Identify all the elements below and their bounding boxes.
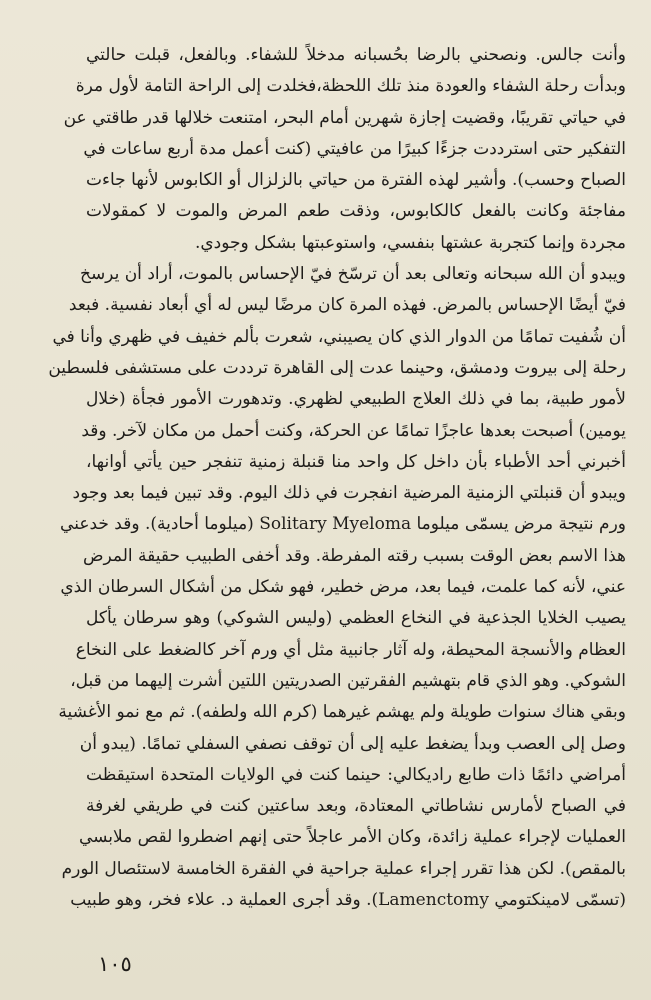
text-line: وبقي هناك سنوات طويلة ولم يهشم غيرهما (كرم الله ولطفه). ثم مع نمو الأغشية	[58, 702, 626, 723]
page-number: ١٠٥	[98, 952, 132, 976]
text-line: العظام والأنسجة المحيطة، وله آثار جانبية مثل أي ورم آخر كالضغط على النخاع	[75, 639, 626, 660]
text-line: ويبدو أن قنبلتي الزمنية المرضية انفجرت في ذلك اليوم. وقد تبين فيما بعد وجود	[72, 483, 626, 504]
text-line: يصيب الخلايا الجذعية في النخاع العظمي (وليس الشوكي) وهو سرطان يأكل	[86, 608, 626, 629]
text-line: العمليات لإجراء عملية زائدة، وكان الأمر عاجلاً حتى إنهم اضطروا لقص ملابسي	[78, 827, 626, 848]
text-line: (تسمّى لامينكتومي Lamenctomy). وقد أجرى العملية د. علاء فخر، وهو طبيب	[70, 890, 626, 911]
text-line: في حياتي تقريبًا، وقضيت إجازة شهرين أمام البحر، امتنعت خلالها قدر طاقتي عن	[63, 107, 626, 128]
text-line: أخبرني أحد الأطباء بأن داخل كل واحد منا قنبلة زمنية تنفجر حين يأتي أوانها،	[86, 451, 626, 472]
text-line: وصل إلى العصب وبدأ يضغط عليه إلى أن توقف نصفي السفلي تمامًا. (يبدو أن	[79, 733, 626, 754]
text-line: أن شُفيت تمامًا من الدوار الذي كان يصيبني، شعرت بألم خفيف في ظهري وأنا في	[52, 326, 626, 347]
text-line: بالمقص). لكن هذا تقرر إجراء عملية جراحية في الفقرة الخامسة لاستئصال الورم	[61, 858, 626, 879]
text-line: فيّ أيضًا الإحساس بالمرض. فهذه المرة كان مرضًا ليس له أي أبعاد نفسية. فبعد	[68, 295, 626, 316]
text-line: عني، لأنه كما علمت، فيما بعد، مرض خطير، فهو شكل من أشكال السرطان الذي	[60, 577, 626, 598]
text-line: لأمور طبية، بما في ذلك العلاج الطبيعي لظهري. وتدهورت الأمور فجأة (خلال	[86, 389, 626, 410]
text-line: التفكير حتى استرددت جزءًا كبيرًا من عافيتي (كنت أعمل مدة أربع ساعات في	[83, 138, 626, 159]
text-line: في الصباح لأمارس نشاطاتي المعتادة، وبعد ساعتين كنت في طريقي لغرفة	[86, 796, 626, 817]
text-line: الشوكي. وهو الذي قام بتهشيم الفقرتين الصدريتين اللتين أشرت إليهما من قبل،	[70, 670, 626, 691]
text-line: ورم نتيجة مرض يسمّى ميلوما Solitary Myeloma (ميلوما أحادية). وقد خدعني	[60, 514, 626, 535]
text-line: مفاجئة وكانت بالفعل كالكابوس، وذقت طعم المرض والموت لا كمقولات	[86, 201, 626, 222]
text-line: مجردة وإنما كتجربة عشتها بنفسي، واستوعبتها بشكل وجودي.	[194, 232, 626, 253]
text-line: الصباح وحسب). وأشير لهذه الفترة من حياتي بالزلزال أو الكابوس لأنها جاءت	[86, 170, 626, 191]
text-line: ويبدو أن الله سبحانه وتعالى بعد أن ترسّخ فيّ الإحساس بالموت، أراد أن يرسخ	[79, 264, 626, 285]
text-line: يومين) أصبحت بعدها عاجزًا تمامًا عن الحركة، وكنت أحمل من مكان لآخر. وقد	[81, 420, 626, 441]
text-line: وأنت جالس. ونصحني بالرضا بحُسبانه مدخلاً للشفاء. وبالفعل، قبلت حالتي	[86, 45, 626, 65]
text-line: هذا الاسم بعض الوقت بسبب رقته المفرطة. وقد أخفى الطبيب حقيقة المرض	[82, 545, 626, 566]
body-text	[48, 40, 626, 916]
text-line: رحلة إلى بيروت ودمشق، وحينما عدت إلى القاهرة ترددت على مستشفى فلسطين	[48, 357, 626, 378]
text-line: أمراضي دائمًا ذات طابع راديكالي: حينما كنت في الولايات المتحدة استيقظت	[86, 764, 626, 785]
text-line: وبدأت رحلة الشفاء والعودة منذ تلك اللحظة،فخلدت إلى الراحة التامة لأول مرة	[75, 76, 626, 97]
